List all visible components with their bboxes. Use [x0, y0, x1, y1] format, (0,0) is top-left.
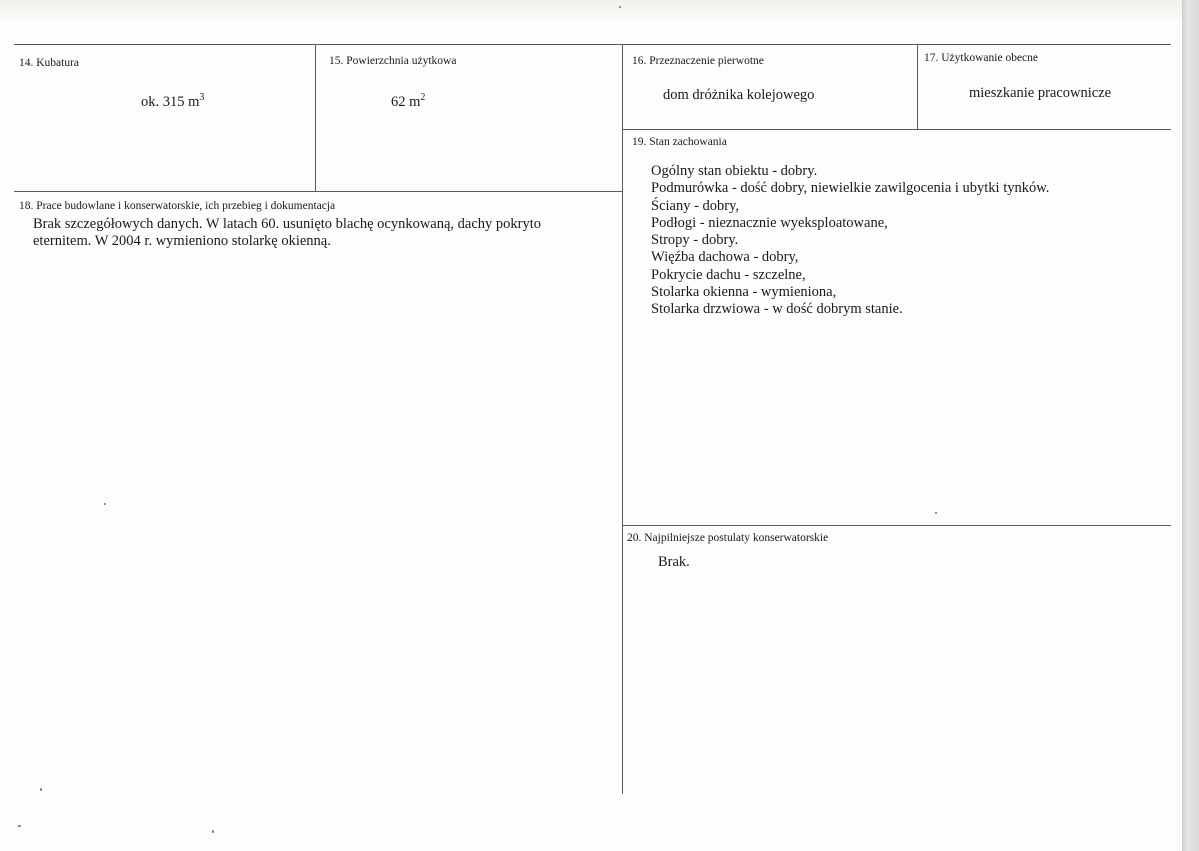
list-item: Stolarka drzwiowa - w dość dobrym stanie. — [651, 301, 903, 318]
scan-speck — [18, 825, 21, 827]
top-rule — [14, 44, 1171, 45]
rule-above-19 — [622, 129, 1171, 130]
list-item: Podłogi - nieznacznie wyeksploatowane, — [651, 214, 888, 231]
kubatura-unit-exponent: 3 — [199, 92, 205, 103]
powierzchnia-unit-exponent: 2 — [420, 92, 426, 103]
divider-14-15 — [315, 44, 316, 192]
scan-speck — [619, 6, 621, 8]
field-label-uzytkowanie: 17. Użytkowanie obecne — [924, 52, 1039, 64]
scan-speck — [935, 512, 937, 514]
list-item: Podmurówka - dość dobry, niewielkie zawilgocenia i ubytki tynków. — [651, 180, 1050, 197]
field-value-powierzchnia — [391, 94, 425, 111]
rule-above-18 — [14, 191, 622, 192]
list-item: Stolarka okienna - wymieniona, — [651, 284, 837, 301]
scan-speck — [40, 788, 42, 791]
field-value-postulaty: Brak. — [658, 554, 690, 570]
field-label-powierzchnia: 15. Powierzchnia użytkowa — [329, 55, 457, 67]
scan-top-edge — [0, 0, 1182, 22]
field-value-przeznaczenie: dom dróżnika kolejowego — [663, 87, 815, 103]
main-column-divider — [622, 44, 623, 794]
list-item: Pokrycie dachu - szczelne, — [651, 266, 806, 283]
field-label-przeznaczenie: 16. Przeznaczenie pierwotne — [632, 55, 764, 67]
field-text-prace: Brak szczegółowych danych. W latach 60. usunięto blachę ocynkowaną, dachy pokryto eternitem. W 2004 r. wymieniono stolarkę okienną. — [33, 216, 542, 249]
divider-16-17 — [917, 44, 918, 130]
scan-speck — [104, 503, 106, 505]
rule-above-20 — [622, 525, 1171, 526]
scan-speck — [212, 830, 214, 833]
list-item: Stropy - dobry. — [651, 232, 739, 249]
field-value-uzytkowanie: mieszkanie pracownicze — [969, 85, 1112, 101]
field-list-stan — [651, 163, 1049, 319]
field-label-prace: 18. Prace budowlane i konserwatorskie, ich przebieg i dokumentacja — [19, 200, 336, 212]
list-item: Ogólny stan obiektu - dobry. — [651, 163, 818, 179]
list-item: Więźba dachowa - dobry, — [651, 249, 799, 266]
field-label-kubatura: 14. Kubatura — [19, 57, 80, 69]
kubatura-value-text: ok. 315 m — [141, 94, 200, 110]
field-label-postulaty: 20. Najpilniejsze postulaty konserwatorskie — [627, 532, 829, 544]
powierzchnia-value-text: 62 m — [391, 94, 421, 110]
list-item: Ściany - dobry, — [651, 197, 740, 214]
field-value-kubatura — [141, 94, 204, 111]
field-label-stan: 19. Stan zachowania — [632, 136, 727, 148]
scan-right-edge — [1182, 0, 1199, 851]
